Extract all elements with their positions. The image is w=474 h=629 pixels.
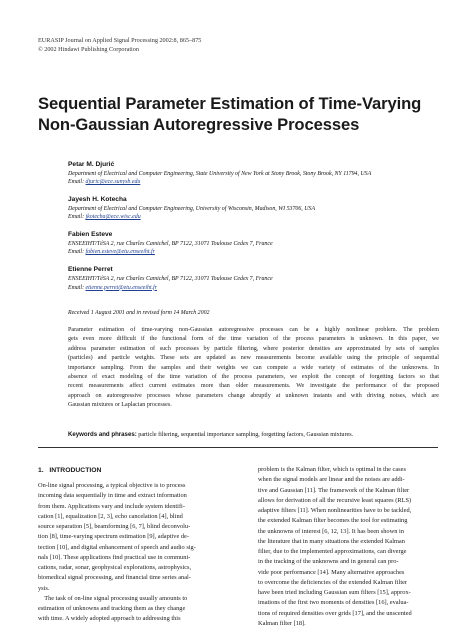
journal-header bbox=[38, 37, 201, 54]
email-label: Email: bbox=[68, 179, 85, 186]
author-affiliation: ENSEEIHT/TéSA 2, rue Charles Camichel, BP 7122, 31071 Toulouse Cedex 7, France bbox=[68, 241, 273, 248]
keywords-text: particle filtering, sequential importance sampling, forgetting factors, Gaussian mixtures. bbox=[138, 432, 354, 438]
body-line: ysis. bbox=[38, 584, 50, 592]
email-label: Email: bbox=[68, 214, 85, 221]
abstract-line: Parameter estimation of time-varying non-Gaussian autoregressive processes can be a highly nonlinear problem. The problem bbox=[68, 327, 439, 333]
author-name: Etienne Perret bbox=[68, 266, 113, 274]
author-email-link[interactable]: djuric@ece.sunysb.edu bbox=[85, 179, 141, 186]
journal-citation: EURASIP Journal on Applied Signal Processing 2002:8, 865–875 bbox=[38, 37, 202, 44]
body-line: source separation [5], beamforming [6, 7], blind deconvolu- bbox=[38, 523, 191, 530]
author-affiliation: ENSEEIHT/TéSA 2, rue Charles Camichel, BP 7122, 31071 Toulouse Cedex 7, France bbox=[68, 276, 273, 283]
author-email-line bbox=[68, 178, 468, 186]
section-divider bbox=[38, 447, 438, 448]
author-list bbox=[68, 160, 468, 300]
abstract-line: (particles) and particle weights. These sets are updated as new measurements become available using the principle of sequential bbox=[68, 355, 439, 362]
body-line: cations, radar, sonar, geophysical explorations, astrophysics, bbox=[38, 564, 192, 571]
body-line: tive and Gaussian [11]. The framework of the Kalman filter bbox=[258, 486, 410, 494]
email-label: Email: bbox=[68, 249, 85, 256]
body-line: the literature that in many situations the extended Kalman bbox=[258, 537, 405, 545]
abstract-line: address parameter estimation of such processes by particle filtering, where posterior densities are approximated by sets of samples bbox=[68, 345, 439, 352]
body-line: the unknowns of interest [6, 12, 13]. It has been shown in bbox=[258, 527, 404, 535]
keywords-label: Keywords and phrases: bbox=[68, 431, 137, 438]
body-line: On-line signal processing, a typical objective is to process bbox=[38, 482, 186, 489]
body-line: biomedical signal processing, and financial time series anal- bbox=[38, 574, 191, 582]
author-email-line bbox=[68, 284, 468, 292]
paper-title-line-2: Non-Gaussian Autoregressive Processes bbox=[38, 115, 360, 134]
author-email-link[interactable]: jkotecha@ece.wisc.edu bbox=[85, 214, 141, 221]
abstract-line: approach on autoregressive processes whose parameters change abruptly at unknown instants and with driving noises, which are bbox=[68, 392, 439, 399]
body-line: The task of on-line signal processing usually amounts to bbox=[38, 594, 188, 602]
abstract-line: importance sampling. From the samples and their weights we can compute a wide variety of estimates of the unknowns. In bbox=[68, 364, 439, 371]
author-email-link[interactable]: etienne.perret@etu.enseeiht.fr bbox=[85, 284, 157, 291]
paper-title-line-1: Sequential Parameter Estimation of Time-Varying bbox=[38, 94, 422, 113]
author-name: Jayesh H. Kotecha bbox=[68, 196, 127, 204]
email-label: Email: bbox=[68, 284, 85, 291]
author-name: Petar M. Djurić bbox=[68, 161, 115, 168]
paper-title bbox=[38, 93, 458, 135]
body-line: tions of required densities over grids [17], and the unscented bbox=[258, 609, 412, 617]
author-affiliation: Department of Electrical and Computer Engineering, State University of New York at Stony Brook, Stony Brook, NY 11794, USA bbox=[68, 171, 372, 177]
author-email-line bbox=[68, 213, 468, 221]
author-email-link[interactable]: fabien.esteve@etu.enseeiht.fr bbox=[85, 249, 155, 256]
author-block bbox=[68, 160, 468, 187]
journal-copyright: © 2002 Hindawi Publishing Corporation bbox=[38, 45, 139, 53]
body-line: Kalman filter [18]. bbox=[258, 619, 306, 627]
abstract bbox=[68, 326, 439, 411]
body-line: tection [10], and digital enhancement of speech and audio sig- bbox=[38, 543, 196, 551]
abstract-line: recent measurements affect current estimates more than older measurements. We investigate the performance of the proposed bbox=[68, 383, 439, 390]
body-line: with time. A widely adopted approach to addressing this bbox=[38, 615, 181, 623]
abstract-line: absence of exact modeling of the time variation of the process parameters, we exploit the concept of forgetting factors so that bbox=[68, 374, 439, 381]
body-line: when the signal models are linear and the noises are addi- bbox=[258, 476, 405, 484]
keywords bbox=[68, 431, 448, 438]
body-line: incoming data sequentially in time and extract information bbox=[38, 492, 187, 500]
body-line: in the tracking of the unknowns and in general can pro- bbox=[258, 558, 399, 566]
body-line: problem is the Kalman filter, which is optimal in the cases bbox=[258, 466, 406, 473]
body-line: to overcome the deficiencies of the extended Kalman filter bbox=[258, 578, 408, 586]
body-line: filter, due to the implemented approximations, can diverge bbox=[258, 548, 407, 555]
author-block bbox=[68, 265, 468, 292]
body-line: estimation of unknowns and tracking them as they change bbox=[38, 605, 186, 612]
abstract-line: gets even more difficult if the functional form of the time variation of the process parameters is unknown. In this paper, we bbox=[68, 336, 439, 343]
author-affiliation: Department of Electrical and Computer Engineering, University of Wisconsin, Madison, WI 53706, USA bbox=[68, 206, 316, 213]
author-name: Fabien Esteve bbox=[68, 231, 113, 239]
body-line: nals [10]. These applications find practical use in communi- bbox=[38, 553, 191, 561]
abstract-line: Gaussian mixtures or Laplacian processes. bbox=[68, 402, 172, 409]
body-line: from them. Applications vary and include system identifi- bbox=[38, 502, 185, 510]
author-block bbox=[68, 230, 468, 257]
section-heading: 1. INTRODUCTION bbox=[38, 467, 102, 474]
body-line: tion [8], time-varying spectrum estimation [9], adaptive de- bbox=[38, 533, 189, 541]
right-column bbox=[258, 465, 457, 629]
author-email-line bbox=[68, 248, 468, 256]
author-block bbox=[68, 195, 468, 222]
body-line: cation [1], equalization [2, 3], echo cancelation [4], blind bbox=[38, 512, 183, 520]
body-line: imations of the first two moments of densities [16], evalua- bbox=[258, 599, 409, 607]
body-line: the extended Kalman filter becomes the tool for estimating bbox=[258, 517, 408, 525]
left-column bbox=[38, 466, 234, 625]
body-line: allows for derivation of all the recursive least squares (RLS) bbox=[258, 496, 412, 504]
body-line: adaptive filters [11]. When nonlinearities have to be tackled, bbox=[258, 507, 412, 514]
body-line: vide poor performance [14]. Many alternative approaches bbox=[258, 568, 405, 576]
body-line: have been tried including Gaussian sum filters [15], approx- bbox=[258, 589, 411, 596]
received-date: Received 1 August 2001 and in revised form 14 March 2002 bbox=[68, 310, 210, 316]
